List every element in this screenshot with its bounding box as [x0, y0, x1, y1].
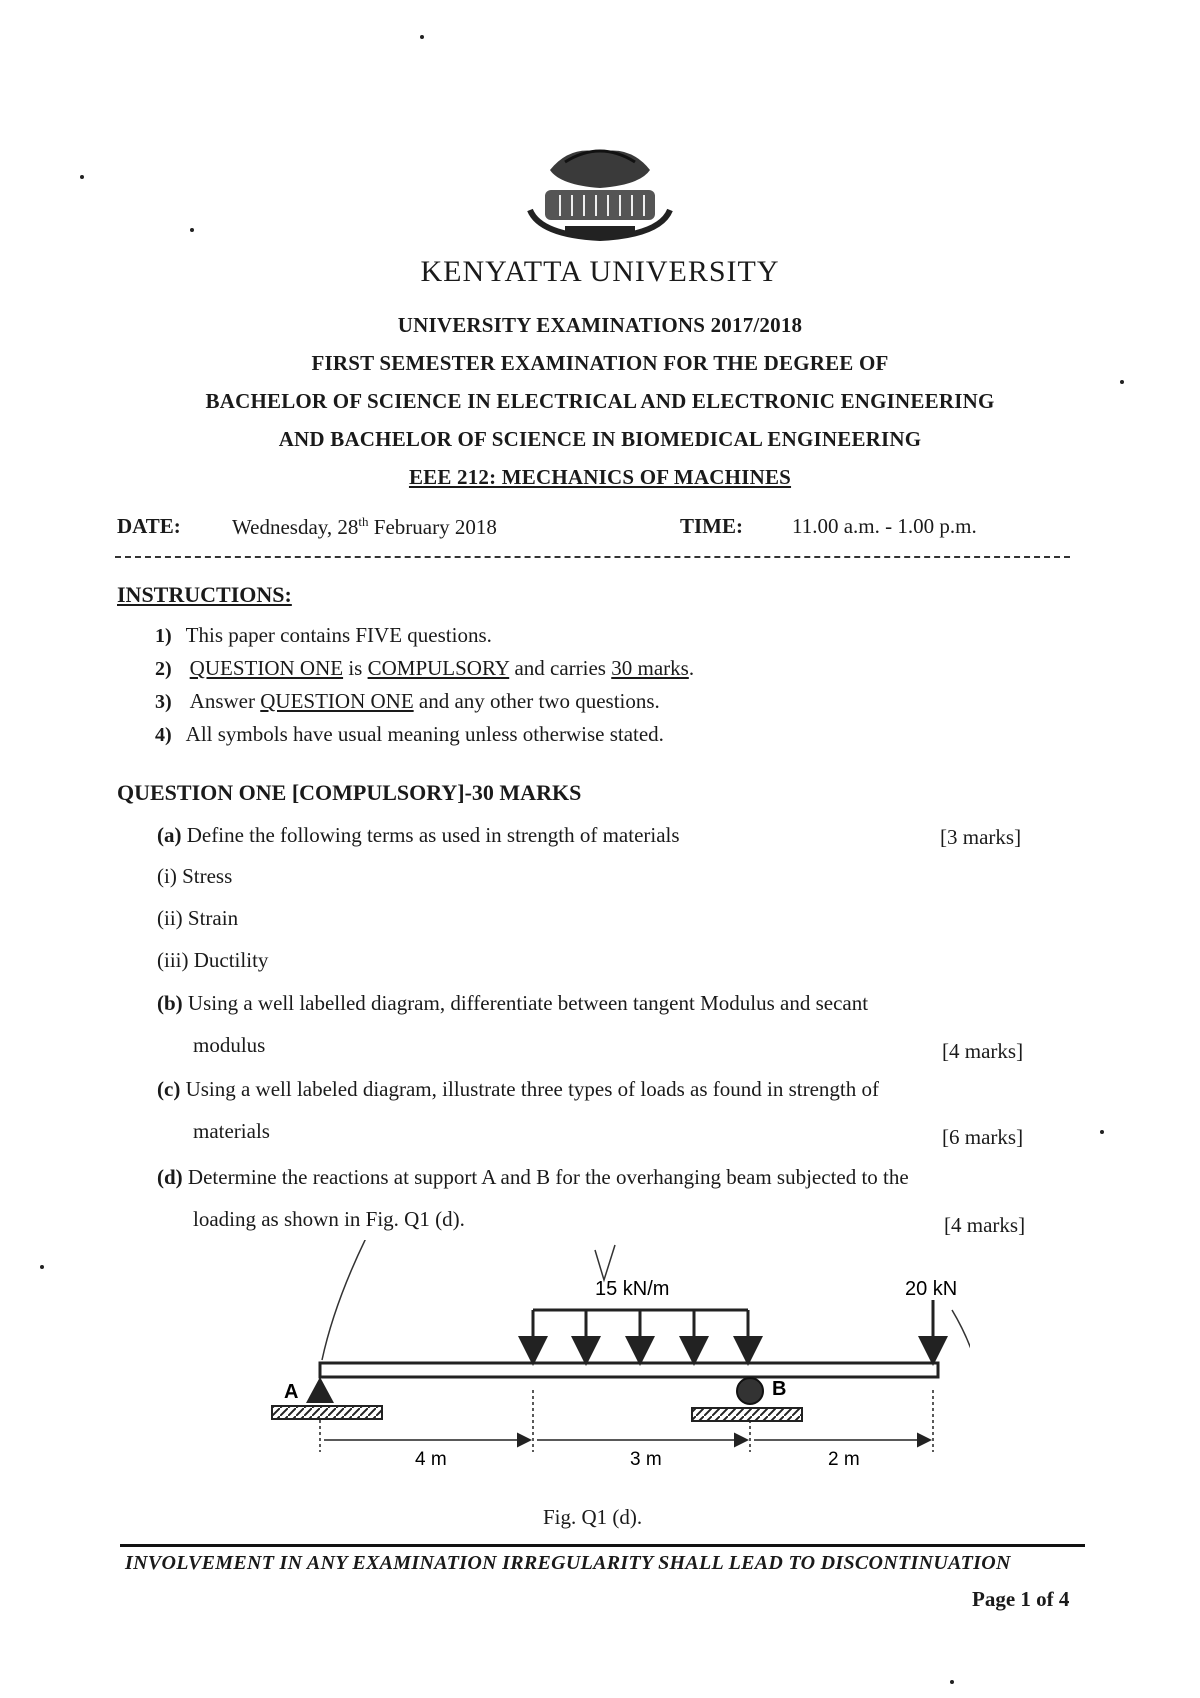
part-text: Define the following terms as used in strength of materials	[186, 823, 680, 847]
instruction-3	[155, 689, 660, 714]
ground-b	[692, 1408, 802, 1421]
part-text: Determine the reactions at support A and B for the overhanging beam subjected to the	[187, 1165, 909, 1189]
part-c-cont: materials	[193, 1119, 270, 1143]
instruction-fragment: Answer	[189, 689, 261, 713]
emphasis-question-one: QUESTION ONE	[260, 689, 414, 713]
question-one-title: QUESTION ONE [COMPULSORY]-30 MARKS	[117, 780, 582, 805]
support-a-label: A	[284, 1381, 299, 1403]
scan-speck	[950, 1680, 954, 1684]
instruction-text: This paper contains FIVE questions.	[185, 623, 492, 647]
dimension-ab-1: 4 m	[415, 1449, 447, 1470]
instruction-4	[155, 722, 664, 747]
part-b-marks: [4 marks]	[942, 1039, 1024, 1063]
instruction-text: All symbols have usual meaning unless otherwise stated.	[185, 722, 664, 746]
header-divider	[115, 556, 1070, 558]
part-a-iii: (iii) Ductility	[157, 948, 269, 972]
instruction-fragment: and carries	[509, 656, 612, 680]
emphasis-marks: 30 marks	[611, 656, 689, 680]
degree-line-1: BACHELOR OF SCIENCE IN ELECTRICAL AND ELECTRONIC ENGINEERING	[205, 389, 995, 413]
date-label: DATE:	[117, 514, 181, 538]
beam-diagram	[240, 1240, 970, 1500]
point-load-label: 20 kN	[905, 1278, 958, 1300]
instruction-text	[190, 656, 694, 680]
time-label: TIME:	[680, 514, 743, 538]
part-d-cont: loading as shown in Fig. Q1 (d).	[193, 1207, 465, 1231]
part-b-cont: modulus	[193, 1033, 266, 1057]
instructions-title: INSTRUCTIONS:	[117, 582, 292, 607]
instruction-number: 1)	[155, 625, 172, 647]
ground-a	[272, 1406, 382, 1419]
instruction-2	[155, 656, 694, 681]
university-crest-icon	[510, 140, 690, 245]
part-d-marks: [4 marks]	[944, 1213, 1026, 1237]
date-month-year: February 2018	[368, 515, 497, 539]
footer-warning: INVOLVEMENT IN ANY EXAMINATION IRREGULARITY SHALL LEAD TO DISCONTINUATION	[125, 1552, 1011, 1574]
part-label: (c)	[157, 1077, 181, 1101]
part-text: Using a well labelled diagram, differentiate between tangent Modulus and secant	[187, 991, 869, 1015]
exam-semester: FIRST SEMESTER EXAMINATION FOR THE DEGREE OF	[311, 351, 889, 375]
instruction-1	[155, 623, 492, 648]
part-text: Using a well labeled diagram, illustrate three types of loads as found in strength of	[185, 1077, 879, 1101]
part-c	[157, 1077, 879, 1102]
instruction-number: 2)	[155, 658, 172, 680]
page-number: Page 1 of 4	[972, 1587, 1070, 1611]
degree-line-2: AND BACHELOR OF SCIENCE IN BIOMEDICAL ENGINEERING	[278, 427, 922, 451]
dimension-overhang: 2 m	[828, 1449, 860, 1470]
scan-speck	[1100, 1130, 1104, 1134]
part-d	[157, 1165, 909, 1190]
scan-speck	[1120, 380, 1124, 384]
instruction-number: 4)	[155, 724, 172, 746]
scan-speck	[420, 35, 424, 39]
date-day: Wednesday, 28	[232, 515, 359, 539]
part-label: (b)	[157, 991, 183, 1015]
instruction-fragment: .	[688, 656, 695, 680]
roller-support-b	[737, 1378, 763, 1404]
part-a-marks: [3 marks]	[940, 825, 1022, 849]
emphasis-question-one: QUESTION ONE	[189, 656, 344, 680]
instruction-fragment: is	[343, 656, 368, 680]
udl-label: 15 kN/m	[595, 1278, 670, 1300]
dimension-ab-2: 3 m	[630, 1449, 662, 1470]
instruction-text	[190, 689, 660, 713]
part-label: (d)	[157, 1165, 183, 1189]
part-a-ii: (ii) Strain	[157, 906, 239, 930]
university-name: KENYATTA UNIVERSITY	[420, 255, 780, 288]
exam-session: UNIVERSITY EXAMINATIONS 2017/2018	[397, 313, 803, 337]
figure-caption: Fig. Q1 (d).	[543, 1505, 643, 1529]
part-c-marks: [6 marks]	[942, 1125, 1024, 1149]
emphasis-compulsory: COMPULSORY	[367, 656, 510, 680]
part-a	[157, 823, 680, 848]
scan-speck	[80, 175, 84, 179]
part-label: (a)	[157, 823, 182, 847]
beam	[320, 1363, 938, 1377]
scan-speck	[40, 1265, 44, 1269]
time-value: 11.00 a.m. - 1.00 p.m.	[792, 514, 977, 538]
scan-speck	[190, 228, 194, 232]
pin-support-a	[306, 1377, 334, 1403]
date-value	[232, 514, 497, 540]
instruction-fragment: and any other two questions.	[413, 689, 660, 713]
udl-load	[533, 1310, 748, 1360]
instruction-number: 3)	[155, 691, 172, 713]
part-b	[157, 991, 868, 1016]
date-suffix: th	[358, 514, 369, 529]
support-b-label: B	[772, 1378, 787, 1400]
part-a-i: (i) Stress	[157, 864, 233, 888]
course-title: EEE 212: MECHANICS OF MACHINES	[408, 465, 792, 489]
footer-rule	[120, 1544, 1085, 1547]
